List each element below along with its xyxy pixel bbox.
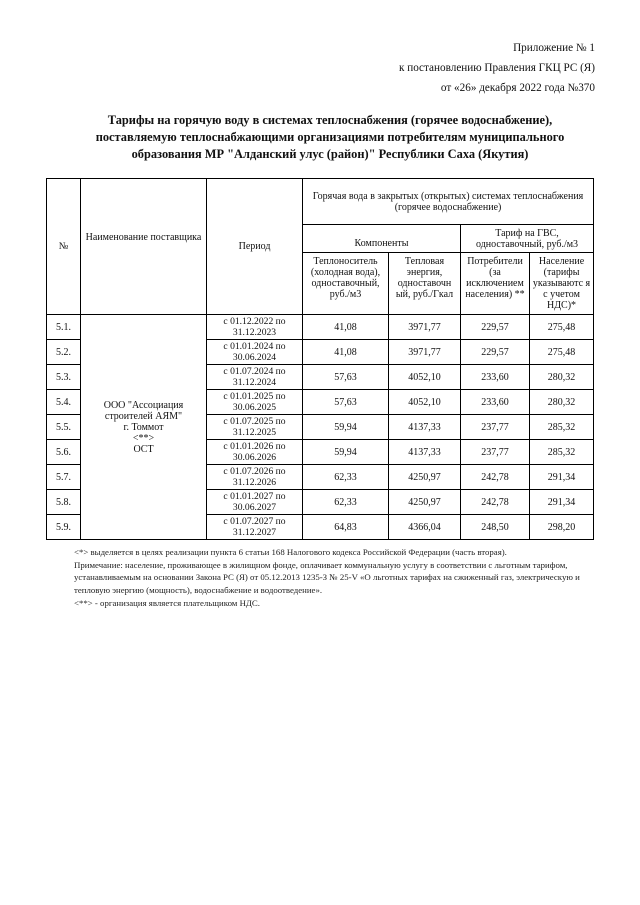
footnote-vat: <*> выделяется в целях реализации пункта 6 статьи 168 Налогового кодекса Российской Федерации (часть вторая). <box>74 547 507 557</box>
row-period: с 01.01.2026 по 30.06.2026 <box>207 440 303 465</box>
row-carrier: 59,94 <box>303 415 389 440</box>
row-consumers: 229,57 <box>461 315 530 340</box>
row-num: 5.5. <box>47 415 81 440</box>
row-period: с 01.12.2022 по 31.12.2023 <box>207 315 303 340</box>
row-heat: 4137,33 <box>389 415 461 440</box>
supplier-system: ОСТ <box>133 443 154 455</box>
supplier-name: ООО "Ассоциация строителей АЯМ" <box>103 399 184 422</box>
row-population: 285,32 <box>530 415 594 440</box>
header-consumers: Потребители (за исключением населения) ** <box>461 253 530 315</box>
header-supplier: Наименование поставщика <box>81 179 207 315</box>
row-heat: 4366,04 <box>389 515 461 540</box>
row-population: 280,32 <box>530 390 594 415</box>
row-num: 5.7. <box>47 465 81 490</box>
row-period: с 01.01.2025 по 30.06.2025 <box>207 390 303 415</box>
appendix-number: Приложение № 1 <box>513 42 595 54</box>
row-consumers: 242,78 <box>461 465 530 490</box>
row-num: 5.8. <box>47 490 81 515</box>
row-period: с 01.07.2025 по 31.12.2025 <box>207 415 303 440</box>
row-carrier: 62,33 <box>303 490 389 515</box>
row-carrier: 41,08 <box>303 340 389 365</box>
header-heat-energy: Тепловая энергия, одноставочн ый, руб./Гкал <box>389 253 461 315</box>
row-population: 275,48 <box>530 315 594 340</box>
header-hot-water: Горячая вода в закрытых (открытых) системах теплоснабжения (горячее водоснабжение) <box>303 179 594 225</box>
supplier-cell <box>81 315 207 540</box>
header-carrier: Теплоноситель (холодная вода), одноставочный, руб./м3 <box>303 253 389 315</box>
row-carrier: 57,63 <box>303 365 389 390</box>
row-consumers: 229,57 <box>461 340 530 365</box>
row-heat: 4137,33 <box>389 440 461 465</box>
header-tariff-gvs: Тариф на ГВС, одноставочный, руб./м3 <box>461 225 594 253</box>
row-consumers: 248,50 <box>461 515 530 540</box>
appendix-header <box>399 38 595 98</box>
row-consumers: 237,77 <box>461 415 530 440</box>
row-period: с 01.01.2027 по 30.06.2027 <box>207 490 303 515</box>
row-consumers: 233,60 <box>461 365 530 390</box>
row-population: 280,32 <box>530 365 594 390</box>
title-line-1: Тарифы на горячую воду в системах теплоснабжения (горячее водоснабжение), <box>107 113 553 127</box>
supplier-city: г. Томмот <box>123 421 164 433</box>
row-heat: 3971,77 <box>389 315 461 340</box>
row-population: 275,48 <box>530 340 594 365</box>
row-carrier: 59,94 <box>303 440 389 465</box>
row-num: 5.3. <box>47 365 81 390</box>
header-period: Период <box>207 179 303 315</box>
footnotes <box>74 546 594 610</box>
row-heat: 4250,97 <box>389 465 461 490</box>
row-population: 291,34 <box>530 465 594 490</box>
row-population: 298,20 <box>530 515 594 540</box>
header-components: Компоненты <box>303 225 461 253</box>
row-period: с 01.01.2024 по 30.06.2024 <box>207 340 303 365</box>
header-population: Население (тарифы указываютс я с учетом НДС)* <box>530 253 594 315</box>
row-consumers: 237,77 <box>461 440 530 465</box>
appendix-resolution: к постановлению Правления ГКЦ РС (Я) <box>398 62 595 74</box>
title-line-2: поставляемую теплоснабжающими организациями потребителям муниципального <box>95 130 565 144</box>
row-num: 5.6. <box>47 440 81 465</box>
row-carrier: 57,63 <box>303 390 389 415</box>
row-consumers: 233,60 <box>461 390 530 415</box>
row-heat: 4250,97 <box>389 490 461 515</box>
row-period: с 01.07.2026 по 31.12.2026 <box>207 465 303 490</box>
row-heat: 4052,10 <box>389 365 461 390</box>
row-population: 291,34 <box>530 490 594 515</box>
row-num: 5.9. <box>47 515 81 540</box>
header-num: № <box>47 179 81 315</box>
row-period: с 01.07.2027 по 31.12.2027 <box>207 515 303 540</box>
appendix-date: от «26» декабря 2022 года №370 <box>440 82 595 94</box>
row-num: 5.1. <box>47 315 81 340</box>
footnote-remark: Примечание: население, проживающее в жилищном фонде, оплачивает коммунальную услугу в соответствии с льготным тарифом, устанавливаемым на основании Закона РС (Я) от 05.12.2013 1235-З № 25-V «О льготных тарифах на сжиженный газ, электрическую и тепловую энергию (мощность), водоснабжение и водоотведение». <box>74 559 583 596</box>
table-row <box>47 315 594 340</box>
row-heat: 4052,10 <box>389 390 461 415</box>
row-consumers: 242,78 <box>461 490 530 515</box>
document-title <box>60 112 600 163</box>
row-carrier: 62,33 <box>303 465 389 490</box>
row-num: 5.4. <box>47 390 81 415</box>
row-population: 285,32 <box>530 440 594 465</box>
footnote-vat-payer: <**> - организация является плательщиком НДС. <box>74 597 260 608</box>
tariff-table <box>46 178 594 540</box>
supplier-mark: <**> <box>132 432 155 444</box>
title-line-3: образования МР "Алданский улус (район)" Республики Саха (Якутия) <box>131 147 529 161</box>
row-num: 5.2. <box>47 340 81 365</box>
row-heat: 3971,77 <box>389 340 461 365</box>
row-carrier: 41,08 <box>303 315 389 340</box>
row-period: с 01.07.2024 по 31.12.2024 <box>207 365 303 390</box>
row-carrier: 64,83 <box>303 515 389 540</box>
